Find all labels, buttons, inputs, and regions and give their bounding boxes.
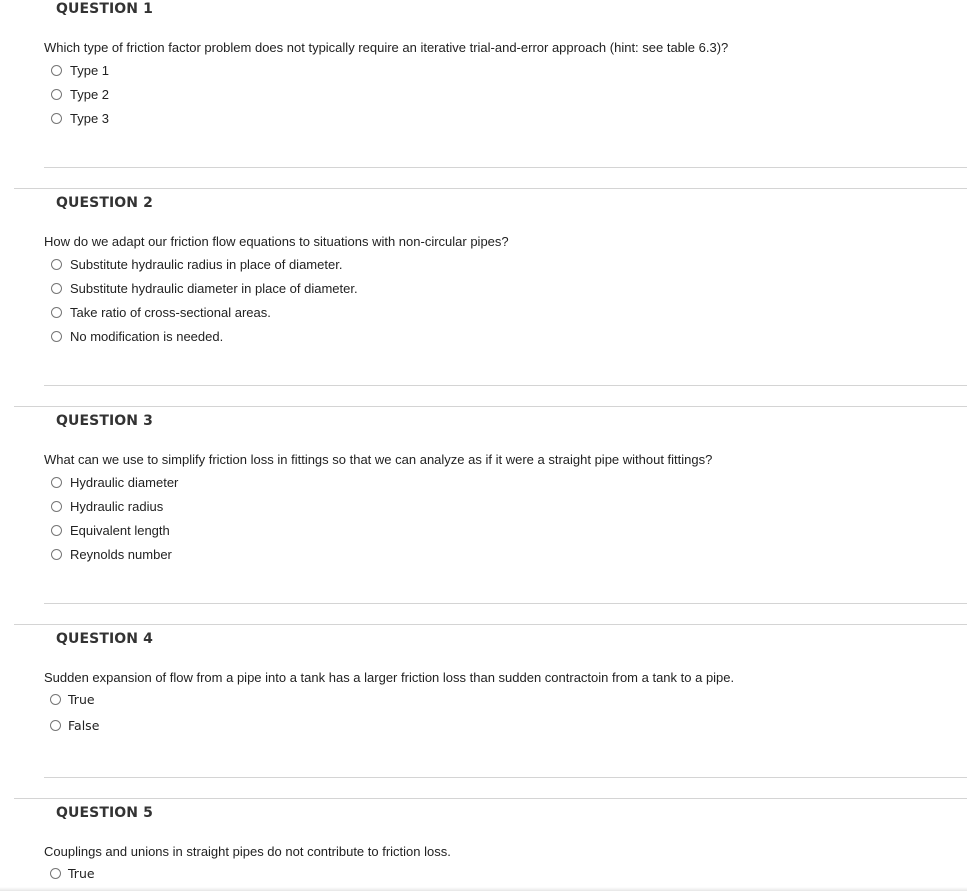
question-3-text: What can we use to simplify friction loss in fittings so that we can analyze as if it were a straight pipe without fittings? bbox=[44, 452, 713, 467]
question-4-option-true[interactable] bbox=[49, 690, 95, 708]
question-1-text: Which type of friction factor problem does not typically require an iterative trial-and-error approach (hint: see table 6.3)? bbox=[44, 40, 729, 55]
question-3-option-4[interactable] bbox=[49, 545, 172, 563]
question-separator bbox=[14, 798, 967, 799]
question-5-text: Couplings and unions in straight pipes do not contribute to friction loss. bbox=[44, 844, 451, 859]
question-4-title: QUESTION 4 bbox=[56, 631, 153, 647]
question-separator bbox=[14, 406, 967, 407]
question-1-divider bbox=[44, 167, 967, 168]
question-3-option-1[interactable] bbox=[49, 473, 178, 491]
option-label: False bbox=[68, 717, 100, 733]
question-4-divider bbox=[44, 777, 967, 778]
radio-button[interactable] bbox=[51, 307, 62, 318]
option-label: Substitute hydraulic radius in place of diameter. bbox=[70, 256, 343, 272]
question-3-option-2[interactable] bbox=[49, 497, 163, 515]
question-1-option-1[interactable] bbox=[49, 61, 109, 79]
option-label: Equivalent length bbox=[70, 522, 170, 538]
question-separator bbox=[14, 188, 967, 189]
question-4-text: Sudden expansion of flow from a pipe into a tank has a larger friction loss than sudden contractoin from a tank to a pipe. bbox=[44, 670, 735, 685]
question-2-text: How do we adapt our friction flow equations to situations with non-circular pipes? bbox=[44, 234, 509, 249]
radio-button[interactable] bbox=[51, 549, 62, 560]
option-label: Type 3 bbox=[70, 110, 110, 126]
radio-button[interactable] bbox=[50, 720, 61, 731]
question-3-divider bbox=[44, 603, 967, 604]
option-label: Type 2 bbox=[70, 86, 110, 102]
question-1-option-3[interactable] bbox=[49, 109, 109, 127]
option-label: Take ratio of cross-sectional areas. bbox=[70, 304, 271, 320]
question-1-option-2[interactable] bbox=[49, 85, 109, 103]
radio-button[interactable] bbox=[51, 501, 62, 512]
option-label: True bbox=[68, 865, 95, 881]
radio-button[interactable] bbox=[51, 525, 62, 536]
question-5-option-true[interactable] bbox=[49, 864, 95, 882]
question-2-option-3[interactable] bbox=[49, 303, 271, 321]
radio-button[interactable] bbox=[50, 694, 61, 705]
option-label: Reynolds number bbox=[70, 546, 172, 562]
radio-button[interactable] bbox=[51, 477, 62, 488]
radio-button[interactable] bbox=[51, 113, 62, 124]
radio-button[interactable] bbox=[51, 89, 62, 100]
option-label: Type 1 bbox=[70, 62, 110, 78]
option-label: Hydraulic diameter bbox=[70, 474, 179, 490]
question-2-divider bbox=[44, 385, 967, 386]
option-label: Substitute hydraulic diameter in place of diameter. bbox=[70, 280, 358, 296]
radio-button[interactable] bbox=[51, 65, 62, 76]
question-5-title: QUESTION 5 bbox=[56, 805, 153, 821]
question-3-title: QUESTION 3 bbox=[56, 413, 153, 429]
radio-button[interactable] bbox=[51, 283, 62, 294]
question-2-option-4[interactable] bbox=[49, 327, 223, 345]
question-1-title: QUESTION 1 bbox=[56, 1, 153, 17]
radio-button[interactable] bbox=[51, 259, 62, 270]
question-3-option-3[interactable] bbox=[49, 521, 170, 539]
radio-button[interactable] bbox=[50, 868, 61, 879]
question-4-option-false[interactable] bbox=[49, 716, 99, 734]
question-2-option-2[interactable] bbox=[49, 279, 358, 297]
option-label: Hydraulic radius bbox=[70, 498, 164, 514]
question-2-title: QUESTION 2 bbox=[56, 195, 153, 211]
option-label: No modification is needed. bbox=[70, 328, 224, 344]
scroll-fade bbox=[0, 887, 967, 891]
question-2-option-1[interactable] bbox=[49, 255, 342, 273]
radio-button[interactable] bbox=[51, 331, 62, 342]
question-separator bbox=[14, 624, 967, 625]
option-label: True bbox=[68, 691, 95, 707]
